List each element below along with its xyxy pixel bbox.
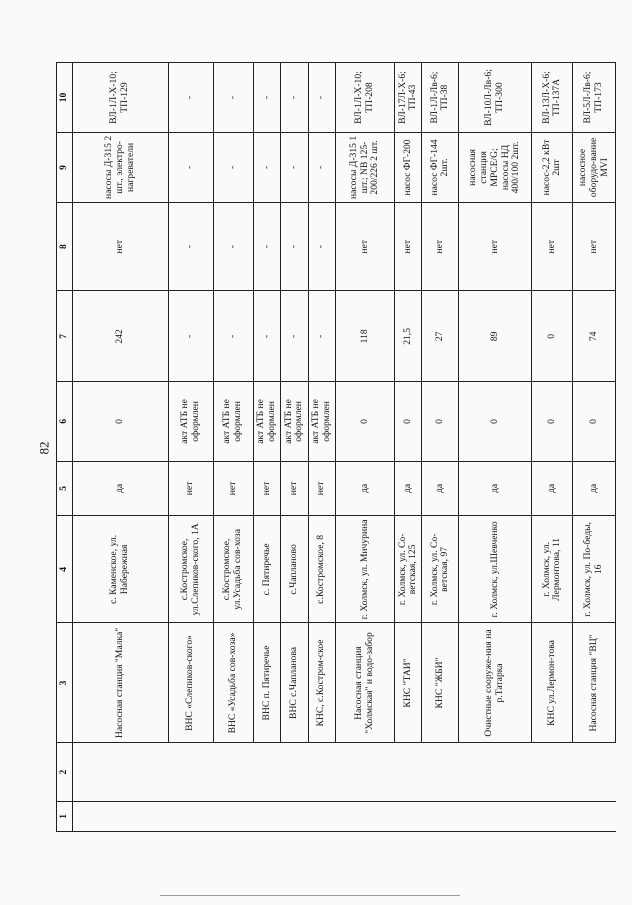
column-number-10: 10 — [57, 63, 73, 133]
table-row — [422, 63, 459, 832]
cell-col-2 — [253, 743, 280, 801]
column-number-5: 5 — [57, 461, 73, 516]
footer-rule — [160, 895, 460, 896]
cell-c5: нет — [213, 461, 253, 516]
cell-c5: да — [72, 461, 168, 516]
cell-c6: акт АТБ не оформлен — [168, 382, 213, 461]
cell-c3: ВНС с.Чапланова — [281, 623, 308, 743]
cell-c4: с. Пятиречье — [253, 516, 280, 623]
cell-c10: ВЛ-17Л-Х-6; ТП-43 — [395, 63, 422, 133]
cell-c9: - — [281, 132, 308, 202]
cell-c9: - — [213, 132, 253, 202]
column-number-9: 9 — [57, 132, 73, 202]
cell-c5: да — [422, 461, 459, 516]
cell-c9: насосы Д-315 1 шт.; NB 125-200/226 2 шт. — [335, 132, 394, 202]
cell-c10: ВЛ-1Л-Х-10; ТП-208 — [335, 63, 394, 133]
cell-c8: - — [168, 202, 213, 291]
cell-col-1 — [532, 801, 573, 831]
cell-c4: г. Холмск, ул. Со-ветская, 97 — [422, 516, 459, 623]
cell-c9: - — [308, 132, 335, 202]
cell-c4: с.Чапланово — [281, 516, 308, 623]
table-row — [395, 63, 422, 832]
cell-c6: 0 — [335, 382, 394, 461]
cell-c4: г. Холмск, ул. Со-ветская, 125 — [395, 516, 422, 623]
cell-c9: насос ФГ-200 — [395, 132, 422, 202]
cell-c8: - — [281, 202, 308, 291]
cell-c10: - — [281, 63, 308, 133]
column-number-8: 8 — [57, 202, 73, 291]
cell-c10: ВЛ-1Л-Лв-6; ТП-38 — [422, 63, 459, 133]
cell-c9: - — [168, 132, 213, 202]
table-row — [253, 63, 280, 832]
page-number: 82 — [36, 441, 52, 455]
column-number-3: 3 — [57, 623, 73, 743]
cell-c8: нет — [335, 202, 394, 291]
cell-col-1 — [308, 801, 335, 831]
cell-col-2 — [532, 743, 573, 801]
cell-c3: КНС ул.Лермон-това — [532, 623, 573, 743]
cell-c7: - — [281, 291, 308, 382]
cell-c6: акт АТБ не оформлен — [308, 382, 335, 461]
cell-c8: - — [213, 202, 253, 291]
cell-c8: нет — [422, 202, 459, 291]
cell-c4: с.Костромское, ул.Усадьба сов-хоза — [213, 516, 253, 623]
cell-c3: КНС "ТАИ" — [395, 623, 422, 743]
cell-col-2 — [573, 743, 616, 801]
table-row — [213, 63, 253, 832]
cell-c5: нет — [308, 461, 335, 516]
cell-col-1 — [422, 801, 459, 831]
cell-c9: насосная станция MPCE/G; насосы НД 400/100 2шт. — [459, 132, 532, 202]
table-row — [573, 63, 616, 832]
cell-col-2 — [213, 743, 253, 801]
cell-c6: 0 — [422, 382, 459, 461]
cell-c10: - — [168, 63, 213, 133]
cell-col-1 — [72, 801, 168, 831]
cell-c6: акт АТБ не оформлен — [281, 382, 308, 461]
cell-c5: да — [532, 461, 573, 516]
cell-c10: - — [213, 63, 253, 133]
cell-c10: ВЛ-13Л-Х-6; ТП-137А — [532, 63, 573, 133]
cell-c4: г. Холмск, ул.Шевченко — [459, 516, 532, 623]
cell-c8: нет — [459, 202, 532, 291]
cell-c3: Насосная станция "ВЦ" — [573, 623, 616, 743]
cell-c7: - — [308, 291, 335, 382]
cell-c10: - — [308, 63, 335, 133]
cell-c8: нет — [532, 202, 573, 291]
cell-c3: Насосная станция "Малка" — [72, 623, 168, 743]
cell-c3: ВНС «Усадьба сов-хоза» — [213, 623, 253, 743]
cell-c6: 0 — [395, 382, 422, 461]
header-row — [57, 63, 73, 832]
cell-c5: нет — [281, 461, 308, 516]
column-number-4: 4 — [57, 516, 73, 623]
cell-col-2 — [395, 743, 422, 801]
cell-c3: КНС, с.Костром-ское — [308, 623, 335, 743]
cell-col-2 — [308, 743, 335, 801]
table-row — [281, 63, 308, 832]
cell-c8: - — [253, 202, 280, 291]
cell-c10: - — [253, 63, 280, 133]
cell-c6: акт АТБ не оформлен — [253, 382, 280, 461]
cell-col-2 — [422, 743, 459, 801]
table-row — [72, 63, 168, 832]
table-row — [308, 63, 335, 832]
cell-col-1 — [459, 801, 532, 831]
cell-c7: 118 — [335, 291, 394, 382]
cell-c9: насос ФГ-144 2шт. — [422, 132, 459, 202]
table-row — [335, 63, 394, 832]
cell-col-2 — [72, 743, 168, 801]
table-row — [459, 63, 532, 832]
cell-c8: - — [308, 202, 335, 291]
cell-c5: да — [395, 461, 422, 516]
rotated-table-container — [56, 62, 616, 832]
cell-c8: нет — [72, 202, 168, 291]
cell-c9: насос-2,2 кВт 2шт — [532, 132, 573, 202]
cell-c10: ВЛ-1Л-Х-10; ТП-129 — [72, 63, 168, 133]
cell-c7: 0 — [532, 291, 573, 382]
cell-c4: г. Холмск, ул. Лермонтова, 11 — [532, 516, 573, 623]
column-number-6: 6 — [57, 382, 73, 461]
cell-c4: с.Костромское, ул.Слепиков-ского, 1А — [168, 516, 213, 623]
cell-col-1 — [253, 801, 280, 831]
cell-c7: 21,5 — [395, 291, 422, 382]
cell-c7: - — [253, 291, 280, 382]
cell-c3: Очистные сооруже-ния на р.Татарка — [459, 623, 532, 743]
cell-c3: Насосная станция "Холмская" и водо-забор — [335, 623, 394, 743]
cell-col-1 — [168, 801, 213, 831]
cell-c9: насосное оборудо-вание MVI — [573, 132, 616, 202]
cell-c9: насосы Д-315 2 шт., электро-нагреватели — [72, 132, 168, 202]
cell-c5: нет — [253, 461, 280, 516]
cell-c7: - — [213, 291, 253, 382]
cell-c4: г. Холмск, ул. По-беды, 16 — [573, 516, 616, 623]
cell-c5: нет — [168, 461, 213, 516]
cell-col-2 — [335, 743, 394, 801]
cell-c6: акт АТБ не оформлен — [213, 382, 253, 461]
cell-c6: 0 — [573, 382, 616, 461]
cell-c3: ВНС «Слепиков-ского» — [168, 623, 213, 743]
cell-c5: да — [335, 461, 394, 516]
cell-col-2 — [281, 743, 308, 801]
cell-c7: 27 — [422, 291, 459, 382]
cell-c4: с. Каменское, ул. Набережная — [72, 516, 168, 623]
cell-c6: 0 — [459, 382, 532, 461]
cell-c7: 89 — [459, 291, 532, 382]
column-number-2: 2 — [57, 743, 73, 801]
cell-c8: нет — [573, 202, 616, 291]
cell-col-2 — [168, 743, 213, 801]
cell-c10: ВЛ-10Л-Лв-6; ТП-300 — [459, 63, 532, 133]
cell-c3: ВНС п. Пятиречье — [253, 623, 280, 743]
cell-c7: 74 — [573, 291, 616, 382]
column-number-7: 7 — [57, 291, 73, 382]
table-row — [168, 63, 213, 832]
cell-c5: да — [573, 461, 616, 516]
table-row — [532, 63, 573, 832]
cell-col-2 — [459, 743, 532, 801]
cell-c7: 242 — [72, 291, 168, 382]
cell-c4: с.Костромское, 8 — [308, 516, 335, 623]
cell-col-1 — [395, 801, 422, 831]
cell-col-1 — [335, 801, 394, 831]
cell-c9: - — [253, 132, 280, 202]
column-number-1: 1 — [57, 801, 73, 831]
cell-c5: да — [459, 461, 532, 516]
cell-col-1 — [281, 801, 308, 831]
facilities-table — [56, 62, 616, 832]
cell-c6: 0 — [72, 382, 168, 461]
cell-c8: нет — [395, 202, 422, 291]
cell-c4: г. Холмск, ул. Мичурина — [335, 516, 394, 623]
cell-col-1 — [213, 801, 253, 831]
cell-c3: КНС "ЖБИ" — [422, 623, 459, 743]
cell-c10: ВЛ-5Л-Лв-6; ТП-173 — [573, 63, 616, 133]
cell-c7: - — [168, 291, 213, 382]
cell-col-1 — [573, 801, 616, 831]
cell-c6: 0 — [532, 382, 573, 461]
